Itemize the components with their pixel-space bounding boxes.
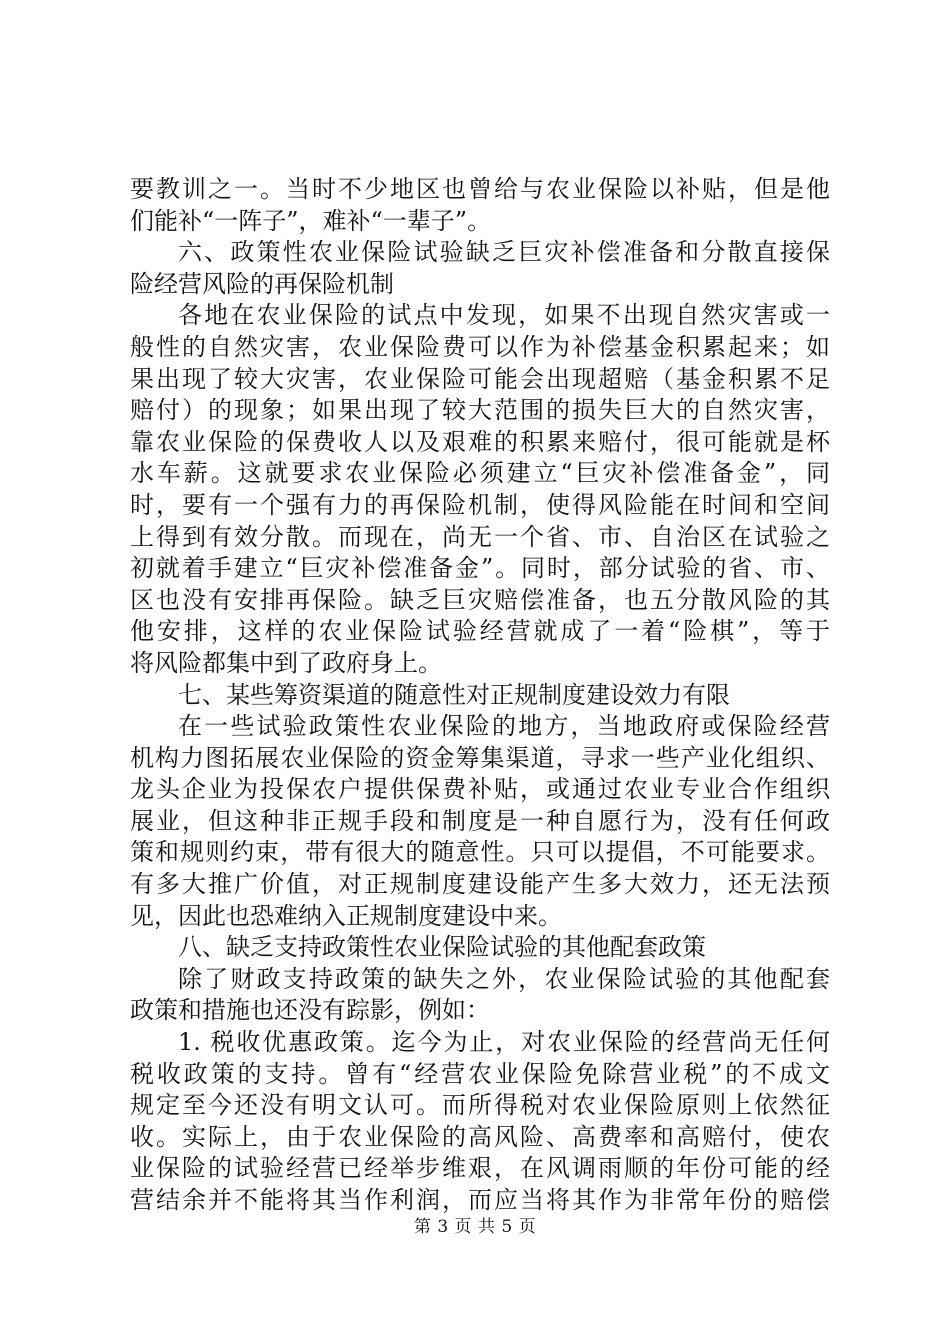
- text-line: 上得到有效分散。而现在，尚无一个省、市、自治区在试验之: [130, 522, 830, 551]
- text-line: 1. 税收优惠政策。迄今为止，对农业保险的经营尚无任何: [178, 1028, 830, 1057]
- text-line: 般性的自然灾害，农业保险费可以作为补偿基金积累起来；如: [130, 332, 830, 361]
- text-line: 八、缺乏支持政策性农业保险试验的其他配套政策: [178, 933, 706, 962]
- text-line: 业保险的试验经营已经举步维艰，在风调雨顺的年份可能的经: [130, 1154, 830, 1183]
- text-line: 有多大推广价值，对正规制度建设能产生多大效力，还无法预: [130, 870, 830, 899]
- text-line: 时，要有一个强有力的再保险机制，使得风险能在时间和空间: [130, 490, 830, 519]
- text-line: 税收政策的支持。曾有“经营农业保险免除营业税”的不成文: [130, 1059, 830, 1088]
- text-line: 初就着手建立“巨灾补偿准备金”。同时，部分试验的省、市、: [130, 554, 830, 583]
- text-line: 他安排，这样的农业保险试验经营就成了一着“险棋”，等于: [130, 617, 830, 646]
- text-line: 营结余并不能将其当作利润，而应当将其作为非常年份的赔偿: [130, 1186, 830, 1214]
- text-line: 区也没有安排再保险。缺乏巨灾赔偿准备，也五分散风险的其: [130, 585, 830, 614]
- text-line: 险经营风险的再保险机制: [130, 269, 394, 298]
- text-line: 龙头企业为投保农户提供保费补贴，或通过农业专业合作组织: [130, 775, 830, 804]
- text-line: 果出现了较大灾害，农业保险可能会出现超赔（基金积累不足: [130, 364, 830, 393]
- text-line: 策和规则约束，带有很大的随意性。只可以提倡，不可能要求。: [130, 838, 830, 867]
- text-line: 规定至今还没有明文认可。而所得税对农业保险原则上依然征: [130, 1091, 830, 1120]
- text-line: 七、某些筹资渠道的随意性对正规制度建设效力有限: [178, 680, 730, 709]
- body-text: [130, 174, 830, 1217]
- text-line: 政策和措施也还没有踪影，例如：: [130, 996, 490, 1025]
- text-line: 赔付）的现象；如果出现了较大范围的损失巨大的自然灾害，: [130, 396, 830, 425]
- page-footer: 第 3 页 共 5 页: [413, 1217, 537, 1237]
- text-line: 除了财政支持政策的缺失之外，农业保险试验的其他配套: [178, 964, 830, 993]
- text-line: 展业，但这种非正规手段和制度是一种自愿行为，没有任何政: [130, 806, 830, 835]
- text-line: 靠农业保险的保费收人以及艰难的积累来赔付，很可能就是杯: [130, 427, 830, 456]
- text-line: 六、政策性农业保险试验缺乏巨灾补偿准备和分散直接保: [178, 238, 830, 267]
- text-line: 将风险都集中到了政府身上。: [130, 648, 442, 677]
- text-line: 各地在农业保险的试点中发现，如果不出现自然灾害或一: [178, 301, 830, 330]
- text-line: 收。实际上，由于农业保险的高风险、高费率和高赔付，使农: [130, 1122, 830, 1151]
- text-line: 见，因此也恐难纳入正规制度建设中来。: [130, 901, 562, 930]
- text-line: 水车薪。这就要求农业保险必须建立“巨灾补偿准备金”，同: [130, 459, 830, 488]
- text-line: 要教训之一。当时不少地区也曾给与农业保险以补贴，但是他: [130, 175, 830, 203]
- text-line: 机构力图拓展农业保险的资金筹集渠道，寻求一些产业化组织、: [130, 743, 830, 772]
- text-line: 在一些试验政策性农业保险的地方，当地政府或保险经营: [178, 712, 830, 741]
- text-line: 们能补“一阵子”，难补“一辈子”。: [130, 206, 492, 235]
